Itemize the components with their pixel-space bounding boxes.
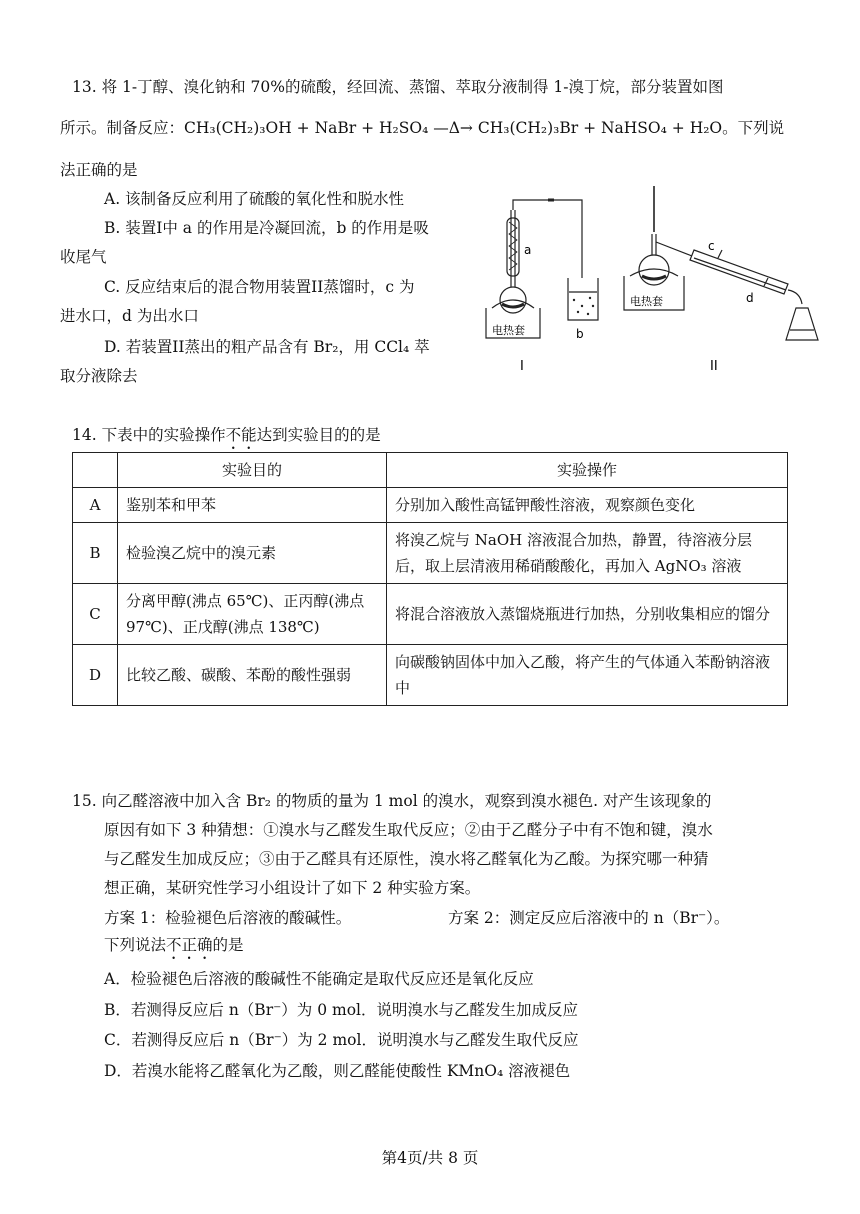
table-row <box>73 584 788 645</box>
row-purpose: 分离甲醇(沸点 65℃)、正丙醇(沸点 97℃)、正戊醇(沸点 138℃) <box>118 584 387 645</box>
row-key: D <box>73 645 118 706</box>
heater-label-2: 电热套 <box>630 295 663 308</box>
equation-left: CH₃(CH₂)₃OH + NaBr + H₂SO₄ <box>184 119 429 137</box>
q15-plan-2: 方案 2：测定反应后溶液中的 n（Br⁻）。 <box>448 909 730 927</box>
equation-right: CH₃(CH₂)₃Br + NaHSO₄ + H₂O <box>477 119 723 137</box>
q13-option-c-line2: 进水口，d 为出水口 <box>60 307 199 325</box>
q15-option-b: B．若测得反应后 n（Br⁻）为 0 mol．说明溴水与乙醛发生加成反应 <box>104 1001 578 1019</box>
label-b: b <box>576 327 584 341</box>
condenser-tube <box>690 250 788 294</box>
table-header-cell: 实验操作 <box>387 453 788 488</box>
page-number: 第4页/共 8 页 <box>381 1149 479 1167</box>
q13-option-d-line2: 取分液除去 <box>60 367 138 385</box>
q15-option-c: C．若测得反应后 n（Br⁻）为 2 mol．说明溴水与乙醛发生取代反应 <box>104 1031 579 1049</box>
row-operation: 将溴乙烷与 NaOH 溶液混合加热，静置，待溶液分层后，取上层清液用稀硝酸酸化，再加入 AgNO₃ 溶液 <box>387 523 788 584</box>
row-key: B <box>73 523 118 584</box>
beaker-b <box>568 278 598 320</box>
row-operation: 分别加入酸性高锰钾酸性溶液，观察颜色变化 <box>387 488 788 523</box>
label-d: d <box>746 291 754 305</box>
q15-stem-line3: 与乙醛发生加成反应；③由于乙醛具有还原性，溴水将乙醛氧化为乙酸。为探究哪一种猜 <box>104 850 709 868</box>
table-header-row <box>73 453 788 488</box>
q15-option-d: D．若溴水能将乙醛氧化为乙酸，则乙醛能使酸性 KMnO₄ 溶液褪色 <box>104 1062 571 1080</box>
q15-ask <box>104 934 244 963</box>
q14-stem-post: 达到实验目的的是 <box>256 426 381 444</box>
q14-stem-emphasis: 不能 <box>225 426 257 444</box>
q14-stem <box>72 424 381 453</box>
q13-option-a: A. 该制备反应利用了硫酸的氧化性和脱水性 <box>104 190 405 208</box>
table-header-cell: 实验目的 <box>118 453 387 488</box>
equation-arrow: —Δ→ <box>433 119 473 137</box>
table-row <box>73 523 788 584</box>
row-operation: 向碳酸钠固体中加入乙酸，将产生的气体通入苯酚钠溶液中 <box>387 645 788 706</box>
q13-stem-line3: 法正确的是 <box>60 161 138 179</box>
reaction-equation <box>184 119 722 137</box>
q15-stem-line4: 想正确，某研究性学习小组设计了如下 2 种实验方案。 <box>104 879 481 897</box>
q14-stem-pre: 14. 下表中的实验操作 <box>72 426 226 444</box>
q15-ask-pre: 下列说法 <box>104 936 167 954</box>
gas-tube <box>513 200 582 278</box>
row-purpose: 比较乙酸、碳酸、苯酚的酸性强弱 <box>118 645 387 706</box>
q15-ask-emphasis: 不正确 <box>166 936 213 954</box>
table-row <box>73 488 788 523</box>
q15-option-a: A．检验褪色后溶液的酸碱性不能确定是取代反应还是氧化反应 <box>104 970 534 988</box>
table-header-cell <box>73 453 118 488</box>
row-key: C <box>73 584 118 645</box>
receiving-flask <box>786 308 818 340</box>
experiment-table <box>72 452 788 706</box>
caption-2: II <box>710 359 718 374</box>
label-a: a <box>524 243 532 257</box>
q13-stem-line1: 13. 将 1-丁醇、溴化钠和 70%的硫酸，经回流、蒸馏、萃取分液制得 1-溴丁烷，部分装置如图 <box>72 78 724 96</box>
q15-plan-1: 方案 1：检验褪色后溶液的酸碱性。 <box>104 909 352 927</box>
q15-stem-line2: 原因有如下 3 种猜想：①溴水与乙醛发生取代反应；②由于乙醛分子中有不饱和键，溴水 <box>104 821 713 839</box>
q13-option-c-line1: C. 反应结束后的混合物用装置II蒸馏时，c 为 <box>104 278 415 296</box>
q15-stem-line1: 15. 向乙醛溶液中加入含 Br₂ 的物质的量为 1 mol 的溴水，观察到溴水褪色. 对产生该现象的 <box>72 792 712 810</box>
q13-option-b-line2: 收尾气 <box>60 248 107 266</box>
row-purpose: 检验溴乙烷中的溴元素 <box>118 523 387 584</box>
q13-option-d-line1: D. 若装置II蒸出的粗产品含有 Br₂，用 CCl₄ 萃 <box>104 338 430 356</box>
q13-stem-prefix: 所示。制备反应： <box>60 119 185 137</box>
heater-label-1: 电热套 <box>492 324 525 337</box>
q13-option-b-line1: B. 装置I中 a 的作用是冷凝回流，b 的作用是吸 <box>104 219 429 237</box>
row-key: A <box>73 488 118 523</box>
label-c: c <box>708 239 715 253</box>
row-operation: 将混合溶液放入蒸馏烧瓶进行加热，分别收集相应的馏分 <box>387 584 788 645</box>
q13-stem-suffix: 。下列说 <box>722 119 785 137</box>
apparatus-diagram <box>472 180 832 380</box>
row-purpose: 鉴别苯和甲苯 <box>118 488 387 523</box>
q13-stem-line2 <box>60 117 784 139</box>
table-row <box>73 645 788 706</box>
q15-ask-post: 的是 <box>212 936 244 954</box>
caption-1: I <box>520 359 524 374</box>
